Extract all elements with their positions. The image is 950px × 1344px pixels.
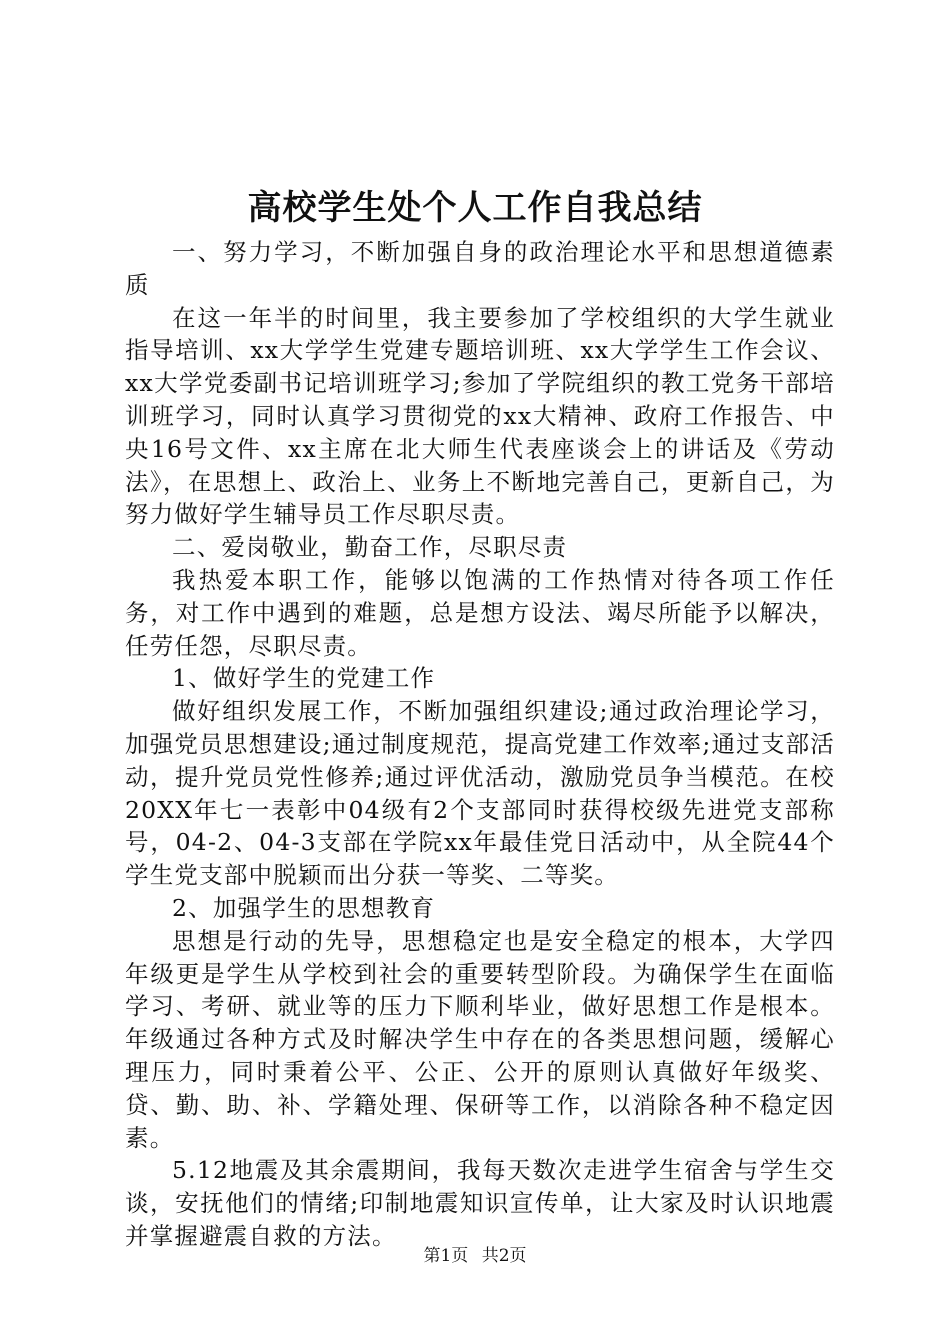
page-footer [0, 1244, 950, 1268]
body-paragraph: 5.12地震及其余震期间，我每天数次走进学生宿舍与学生交谈，安抚他们的情绪;印制地震知识宣传单，让大家及时认识地震并掌握避震自救的方法。 [125, 1156, 835, 1250]
body-paragraph: 我热爱本职工作，能够以饱满的工作热情对待各项工作任务，对工作中遇到的难题，总是想方设法、竭尽所能予以解决，任劳任怨，尽职尽责。 [125, 565, 835, 660]
subsection-heading-2: 2、加强学生的思想教育 [172, 893, 436, 922]
body-paragraph: 思想是行动的先导，思想稳定也是安全稳定的根本，大学四年级更是学生从学校到社会的重要转型阶段。为确保学生在面临学习、考研、就业等的压力下顺利毕业，做好思想工作是根本。年级通过各种方式及时解决学生中存在的各类思想问题，缓解心理压力，同时秉着公平、公正、公开的原则认真做好年级奖、贷、勤、助、补、学籍处理、保研等工作，以消除各种不稳定因素。 [125, 926, 835, 1152]
document-title: 高校学生处个人工作自我总结 [247, 188, 703, 228]
section-heading-1: 一、努力学习，不断加强自身的政治理论水平和思想道德素质 [125, 238, 835, 299]
page-number: 第1页 [423, 1246, 469, 1266]
page-total: 共2页 [481, 1246, 527, 1266]
body-paragraph: 做好组织发展工作，不断加强组织建设;通过政治理论学习，加强党员思想建设;通过制度规范，提高党建工作效率;通过支部活动，提升党员党性修养;通过评优活动，激励党员争当模范。在校20XX年七一表彰中04级有2个支部同时获得校级先进党支部称号，04-2、04-3支部在学院xx年最佳党日活动中，从全院44个学生党支部中脱颖而出分获一等奖、二等奖。 [125, 697, 835, 890]
section-heading-2: 二、爱岗敬业，勤奋工作，尽职尽责 [172, 533, 568, 562]
subsection-heading-1: 1、做好学生的党建工作 [172, 664, 436, 693]
document-body [125, 236, 835, 1253]
body-paragraph: 在这一年半的时间里，我主要参加了学校组织的大学生就业指导培训、xx大学学生党建专题培训班、xx大学学生工作会议、xx大学党委副书记培训班学习;参加了学院组织的教工党务干部培训班学习，同时认真学习贯彻党的xx大精神、政府工作报告、中央16号文件、xx主席在北大师生代表座谈会上的讲话及《劳动法》，在思想上、政治上、业务上不断地完善自己，更新自己，为努力做好学生辅导员工作尽职尽责。 [125, 303, 835, 529]
